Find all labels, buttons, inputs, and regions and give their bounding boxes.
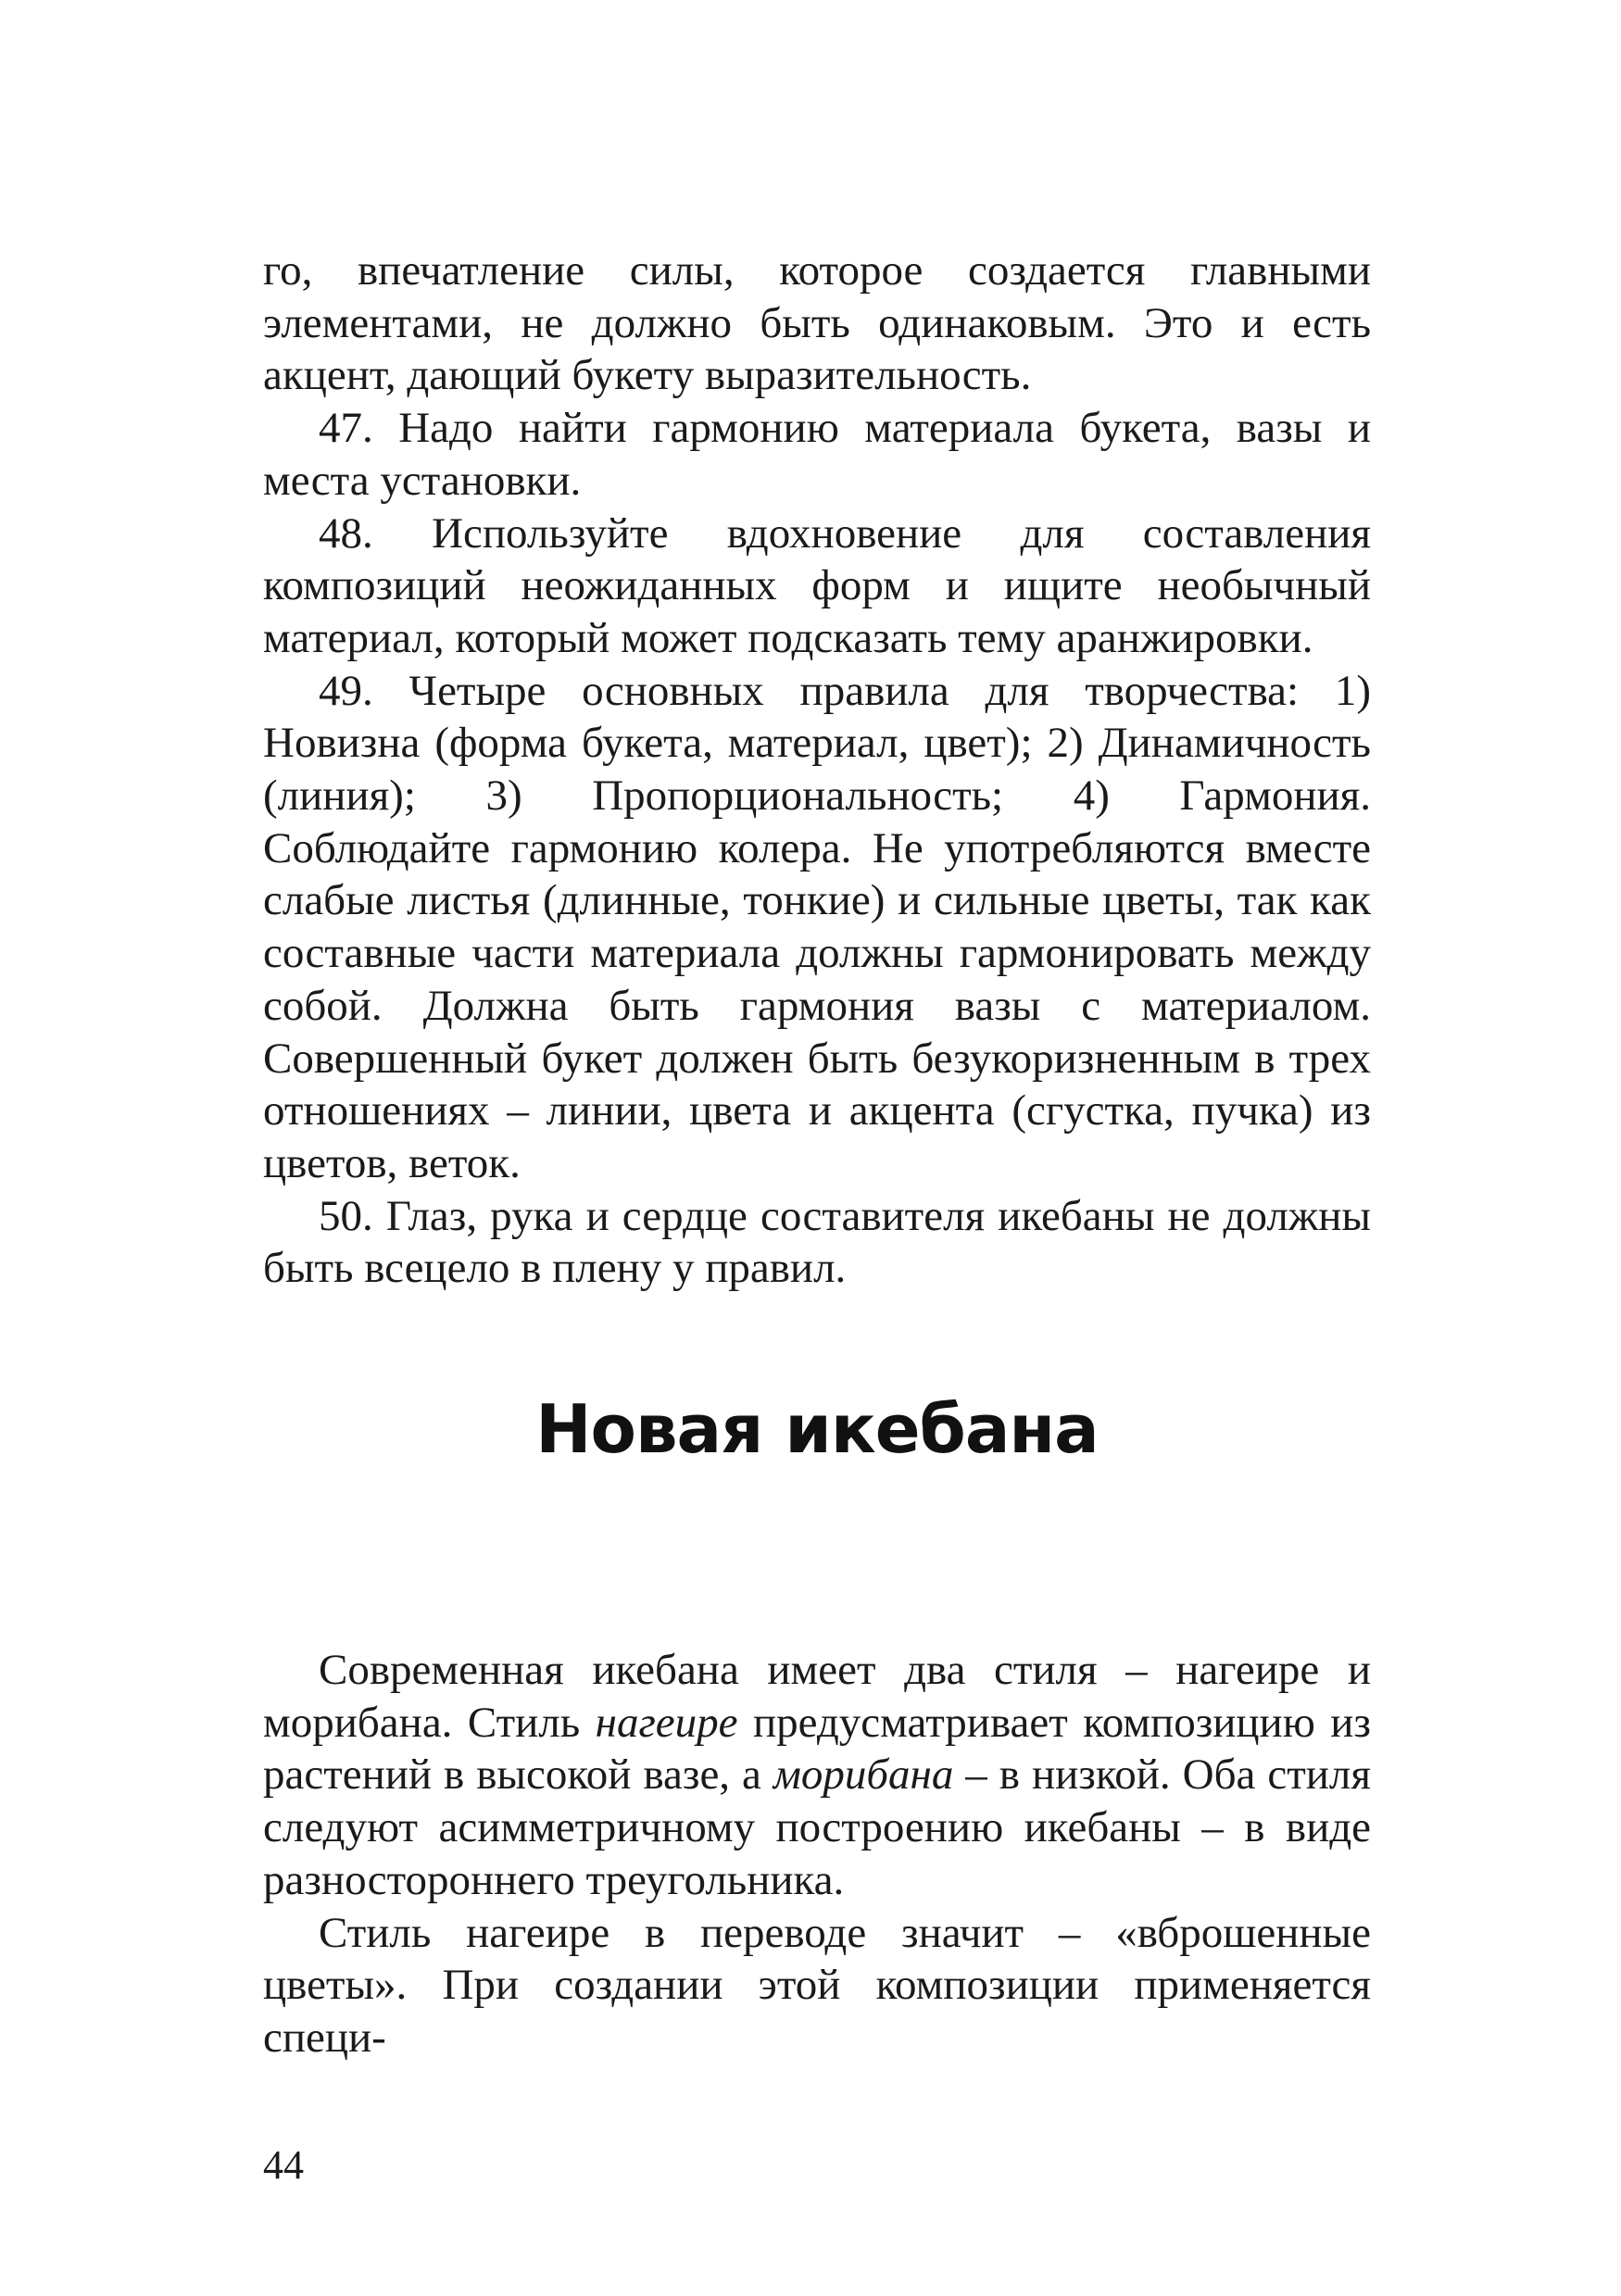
paragraph-item-50: 50. Глаз, рука и сердце составителя икебаны не должны быть всецело в плену у правил. bbox=[263, 1191, 1371, 1293]
term-moribana: морибана bbox=[773, 1750, 954, 1800]
paragraph-text: – в низкой. Оба стиля следуют асимметричному построению икебаны – в виде разностороннего треугольника. bbox=[263, 1750, 1371, 1904]
paragraph-item-48: 48. Используйте вдохновение для составления композиций неожиданных форм и ищите необычный материал, который может подсказать тему аранжировки. bbox=[263, 508, 1371, 662]
paragraph-styles bbox=[263, 1644, 1371, 1907]
paragraph-item-47: 47. Надо найти гармонию материала букета, вазы и места установки. bbox=[263, 404, 1371, 505]
paragraph-continuation: го, впечатление силы, которое создается главными элементами, не должно быть одинаковым. Это и есть акцент, дающий букету выразительность. bbox=[263, 246, 1371, 400]
term-nageire: нагеире bbox=[595, 1698, 738, 1747]
bottom-text-block bbox=[263, 1644, 1371, 2064]
top-text-block bbox=[263, 245, 1371, 1295]
paragraph-nageire: Стиль нагеире в переводе значит – «вброшенные цветы». При создании этой композиции применяется специ- bbox=[263, 1908, 1371, 2062]
paragraph-item-49: 49. Четыре основных правила для творчества: 1) Новизна (форма букета, материал, цвет); 2) Динамичность (линия); 3) Пропорциональность; 4) Гармония. Соблюдайте гармонию колера. Не употребляются вместе слабые листья (длинные, тонкие) и сильные цветы, так как составные части материала должны гармонировать между собой. Должна быть гармония вазы с материалом. Совершенный букет должен быть безукоризненным в трех отношениях – линии, цвета и акцента (сгустка, пучка) из цветов, веток. bbox=[263, 666, 1371, 1187]
paragraph-text: предусматривает композицию из растений в высокой вазе, а bbox=[263, 1698, 1371, 1800]
section-heading: Новая икебана bbox=[535, 1390, 1099, 1468]
page-number: 44 bbox=[263, 2142, 304, 2188]
paragraph-text: Современная икебана имеет два стиля – нагеире и морибана. Стиль bbox=[263, 1646, 1371, 1747]
